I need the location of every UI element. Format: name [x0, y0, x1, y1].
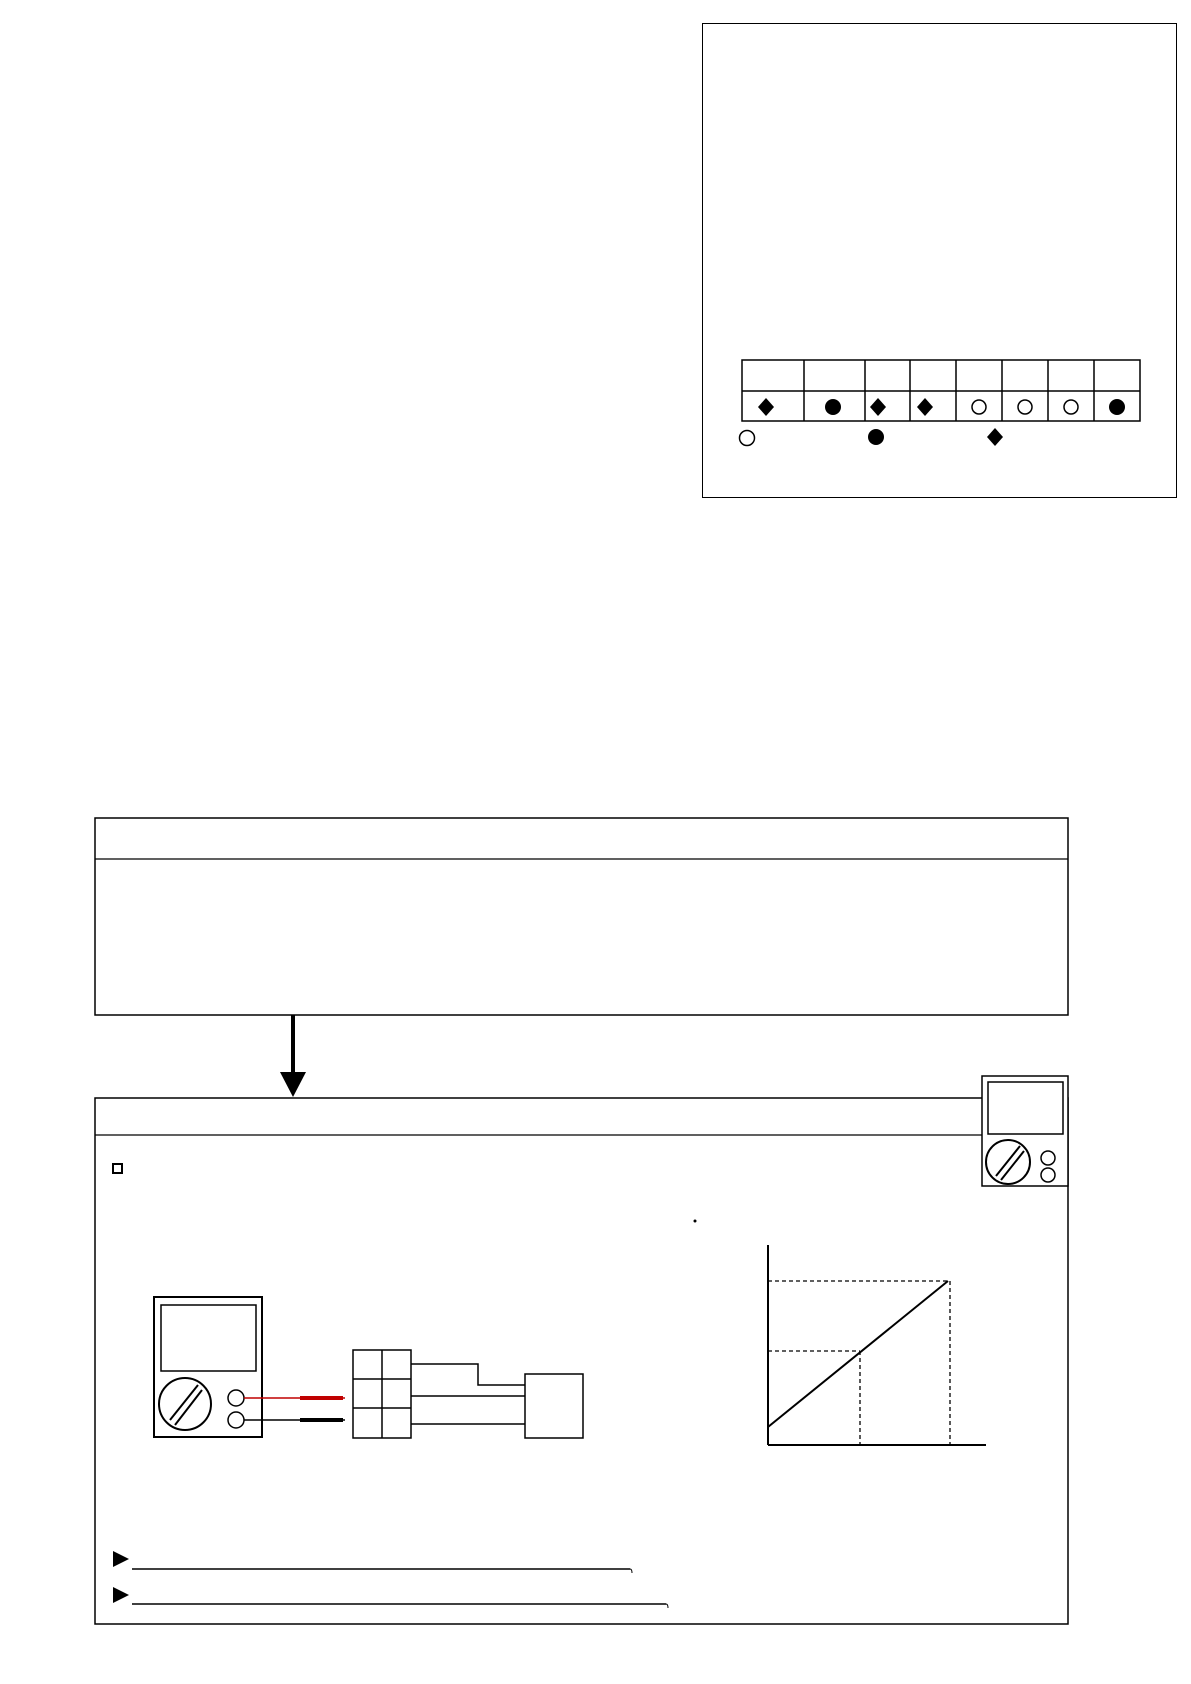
- table-filled-circle-2: [1109, 399, 1125, 415]
- characteristic-graph: [768, 1245, 986, 1445]
- table-diamond-3: [917, 398, 933, 416]
- sensor-wires: [411, 1364, 525, 1424]
- table-open-circle-2: [1018, 400, 1032, 414]
- legend-diamond: [987, 428, 1003, 446]
- multimeter-icon: [982, 1076, 1068, 1186]
- bullet-square: [113, 1164, 122, 1173]
- connector-block: [353, 1350, 411, 1438]
- pointer-line-2: [113, 1587, 668, 1608]
- graph-line: [768, 1281, 948, 1427]
- legend-open-circle: [740, 431, 755, 446]
- legend-filled-circle: [868, 429, 884, 445]
- symbol-table: [742, 360, 1140, 421]
- table-diamond-2: [870, 398, 886, 416]
- upper-block: [95, 818, 1068, 1015]
- small-dot: [694, 1220, 697, 1223]
- sensor-box: [525, 1374, 583, 1438]
- flow-arrow-down: [280, 1015, 306, 1097]
- table-diamond-1: [758, 398, 774, 416]
- wiring-multimeter: [154, 1297, 262, 1437]
- pointer-line-1: [113, 1551, 632, 1573]
- table-filled-circle-1: [825, 399, 841, 415]
- table-open-circle-1: [972, 400, 986, 414]
- table-open-circle-3: [1064, 400, 1078, 414]
